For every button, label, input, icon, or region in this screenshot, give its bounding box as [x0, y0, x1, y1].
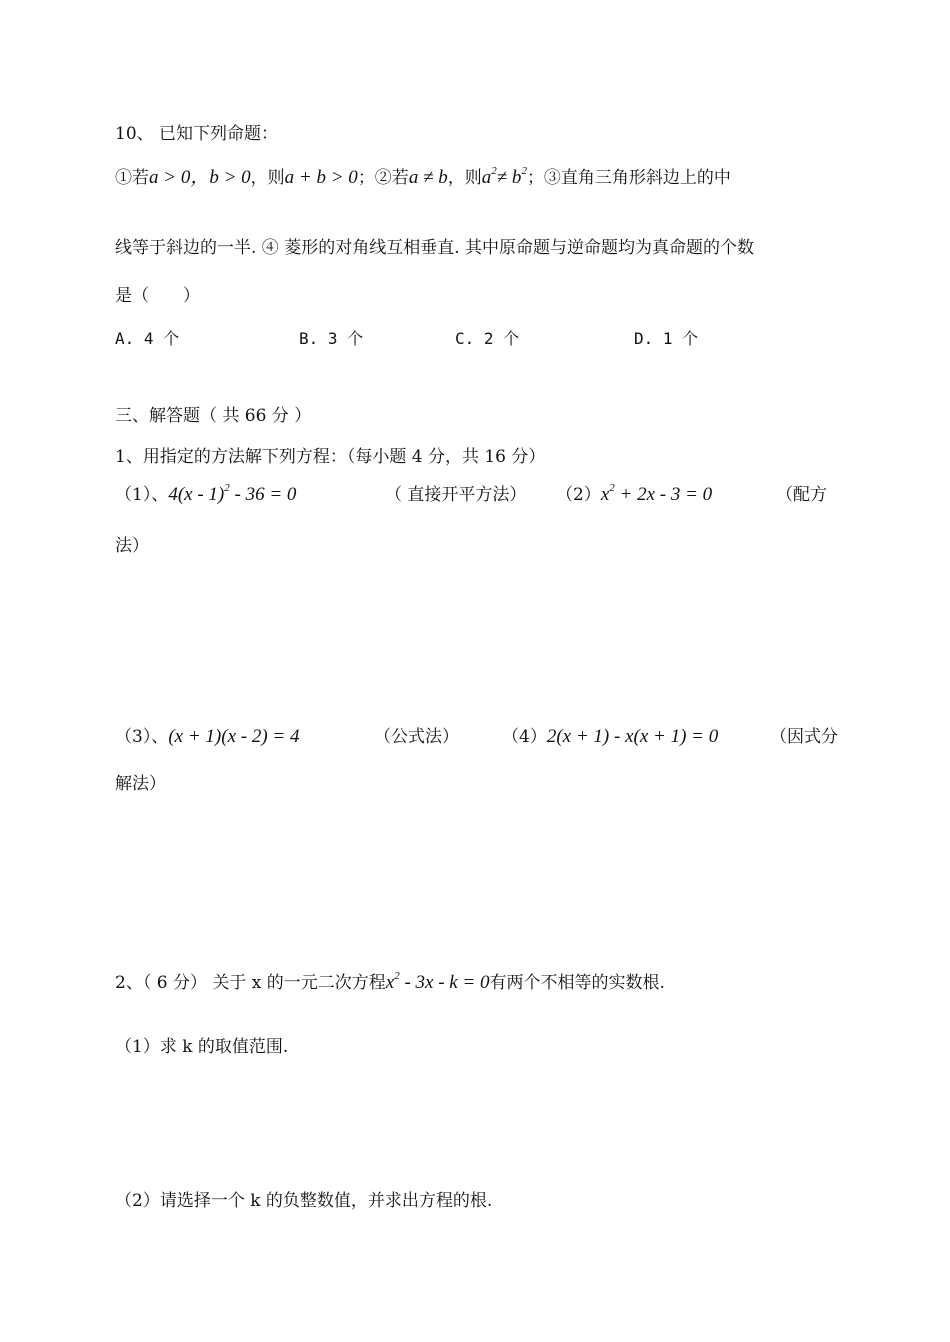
q1-title: 1、用指定的方法解下列方程：（每小题 4 分，共 16 分）: [115, 447, 546, 467]
math-part: 4(x - 1): [168, 484, 225, 505]
method-2: （配方: [776, 485, 827, 505]
text-fragment: ；③直角三角形斜边上的中: [526, 168, 731, 188]
exponent: 2: [224, 482, 230, 494]
math-a-not-equal-b: a ≠ b: [408, 167, 448, 188]
math-part: + 2x - 3 = 0: [614, 484, 713, 505]
exponent: 2: [609, 482, 615, 494]
method-4-continued: 解法）: [115, 774, 166, 794]
math-part: - 3x - k = 0: [399, 972, 490, 993]
section-heading: 三、解答题（ 共 66 分 ）: [115, 406, 312, 426]
math-part: ≠ b: [496, 167, 522, 188]
option-d: D. 1 个: [634, 329, 699, 348]
q2-equation: [386, 972, 490, 993]
q1-row-2: [115, 725, 299, 749]
math-a-plus-b-positive: a + b > 0: [284, 167, 358, 188]
math-part: x: [600, 484, 610, 505]
math-part: a: [481, 167, 492, 188]
q2-sub-2: （2）请选择一个 k 的负整数值，并求出方程的根.: [115, 1191, 493, 1211]
option-a: A. 4 个: [115, 329, 180, 348]
sub-label: （3）、: [115, 727, 169, 747]
text-fragment: 2、（ 6 分） 关于 x 的一元二次方程: [115, 973, 386, 993]
text-fragment: 有两个不相等的实数根.: [489, 973, 665, 993]
q10-statement-line-3: 是（ ）: [115, 286, 200, 306]
sub-label: （1）、: [115, 485, 169, 505]
equation-3: (x + 1)(x - 2) = 4: [168, 726, 300, 747]
sub-label: （4）: [502, 727, 547, 747]
text-fragment: ；②若: [357, 168, 409, 188]
text-fragment: ，则: [447, 168, 482, 188]
option-c: C. 2 个: [455, 329, 520, 348]
text-fragment: ①若: [115, 168, 149, 188]
q10-statement-line-1: [115, 166, 731, 190]
method-1: （ 直接开平方法）: [385, 485, 527, 505]
method-3: （公式法）: [374, 727, 459, 747]
sub-label: （2）: [556, 485, 601, 505]
q2-sub-1: （1）求 k 的取值范围.: [115, 1037, 289, 1057]
equation-2: [601, 484, 712, 505]
equation-4: 2(x + 1) - x(x + 1) = 0: [546, 726, 719, 747]
exponent: 2: [491, 165, 497, 177]
q1-part-2: [556, 483, 712, 507]
math-a2-not-equal-b2: [482, 167, 527, 188]
option-b: B. 3 个: [299, 329, 364, 348]
equation-1: [168, 484, 296, 505]
method-2-continued: 法）: [115, 536, 149, 556]
q1-row-1: [115, 483, 296, 507]
q2-statement: [115, 971, 665, 995]
q10-statement-line-2: 线等于斜边的一半. ④ 菱形的对角线互相垂直. 其中原命题与逆命题均为真命题的个数: [115, 238, 755, 258]
math-a-b-positive: a > 0，b > 0: [149, 167, 251, 188]
exponent: 2: [394, 970, 400, 982]
q1-part-4: [502, 725, 718, 749]
math-part: - 36 = 0: [229, 484, 297, 505]
text-fragment: ，则: [250, 168, 285, 188]
q10-title: 10、 已知下列命题：: [115, 124, 279, 144]
method-4: （因式分: [770, 727, 838, 747]
math-part: x: [385, 972, 395, 993]
exponent: 2: [521, 165, 527, 177]
